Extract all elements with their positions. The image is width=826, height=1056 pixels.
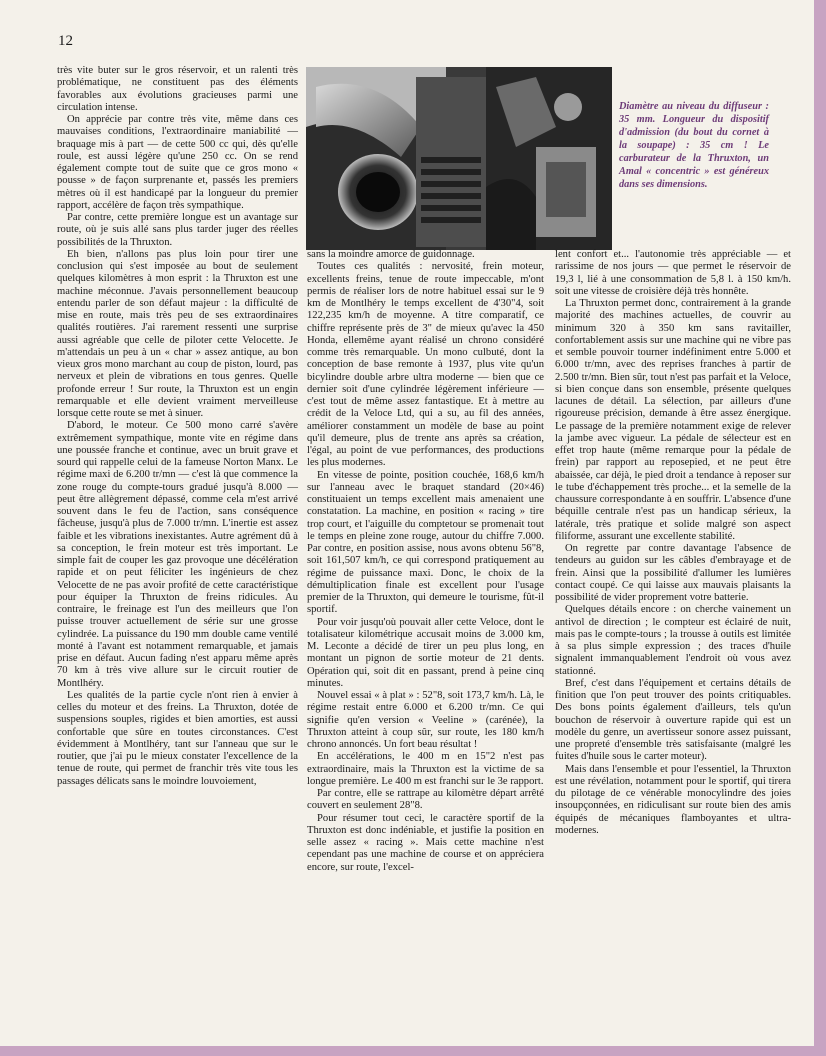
paragraph: Mais dans l'ensemble et pour l'essentiel, la Thruxton est une révélation, notamment pour le sportif, qui tirera du pilotage de ce vénérable monocylindre des joies insoupçonnées, en ridiculisant sur route bien des amis équipés de mécaniques flamboyantes et ultra-modernes. bbox=[555, 763, 791, 836]
article-column-3 bbox=[555, 249, 791, 837]
article-column-1 bbox=[57, 65, 298, 788]
paragraph: Les qualités de la partie cycle n'ont rien à envier à celles du moteur et des freins. La Thruxton, dotée de suspensions souples, rigides et bien amorties, est aussi confortable que sûre en toutes circonstances. C'est évidemment à Montlhéry, tant sur l'anneau que sur le routier, que j'ai pu le mieux constater l'excellence de la tenue de route, qui permet de franchir très vite tous les passages délicats sans le moindre louvoiement, bbox=[57, 689, 298, 787]
paragraph: Quelques détails encore : on cherche vainement un antivol de direction ; le compteur est éclairé de nuit, mais pas le compte-tours ; la trousse à outils est limitée à sa plus simple expression ; des traces d'huile signalent immanquablement l'endroit où vous avez stationné. bbox=[555, 604, 791, 677]
paragraph: Par contre, cette première longue est un avantage sur route, où je suis allé sans plus tarder juger des réelles possibilités de la Thruxton. bbox=[57, 212, 298, 248]
carburetor-photo-drawing bbox=[306, 67, 612, 250]
paragraph: En vitesse de pointe, position couchée, 168,6 km/h sur l'anneau avec le braquet standard (20×46) constituaient un temps excellent mais amenaient une constatation. La machine, en position « racing » tire trop court, et l'aiguille du comptetour se promenait tout le temps en pleine zone rouge, autour du chiffre 7.000. Par contre, en position assise, nous avons obtenu 56"8, soit 161,507 km/h, ce qui correspond pratiquement au régime de puissance maxi. Donc, le choix de la démultiplication finale est excellent pour l'usage premier de la Thruxton, qui demeure le tourisme, fût-il sportif. bbox=[307, 469, 544, 616]
article-column-2 bbox=[307, 249, 544, 874]
paragraph: Toutes ces qualités : nervosité, frein moteur, excellents freins, tenue de route impeccable, m'ont permis de réaliser lors de notre habituel essai sur le 9 km de Montlhéry le temps excellent de 4'30"4, soit 122,235 km/h de moyenne. A titre comparatif, ce chiffre représente près de 3" de mieux qu'avec la 450 Honda, ellemême ayant réalisé un chrono considéré comme très remarquable. Un mono culbuté, dont la conception de base remonte à 1937, plus vite qu'un bicylindre double arbre ultra moderne — bien que ce dernier soit d'une cylindrée légèrement inférieure — c'est tout de même assez fantastique. Et à mettre au crédit de la Veloce Ltd, qui a su, au fil des années, améliorer constamment un modèle de base au point qu'il demeure, plus de trente ans après sa création, l'égal, au point de vue performances, des productions les plus modernes. bbox=[307, 261, 544, 469]
paragraph: La Thruxton permet donc, contrairement à la grande majorité des machines actuelles, de couvrir au minimum 320 à 350 km sans ravitailler, confortablement assis sur une machine qui ne vibre pas et semble pouvoir tourner indéfiniment entre 5.000 et 6.000 tr/mn, avec des reprises franches à partir de 2.500 tr/mn. Bien sûr, tout n'est pas parfait et la Veloce, si bien conçue dans son ensemble, présente quelques lacunes de détail. La sélection, par ailleurs d'une rigoureuse précision, demande à être assez énergique. Le passage de la première notamment exige de relever la jambe avec vigueur. La pédale de sélecteur est en effet trop haute (même remarque pour la pédale de frein) par rapport au reposepied, et ne peut être abaissée, car déjà, le pied droit a tendance à reposer sur le tube d'échappement très proche... et la semelle de la chaussure correspondante à en souffrir. L'absence d'une béquille centrale n'est pas un handicap sérieux, la latérale, très pratique et solide malgré son aspect filiforme, assurant une excellente stabilité. bbox=[555, 298, 791, 542]
paragraph: Nouvel essai « à plat » : 52"8, soit 173,7 km/h. Là, le régime restait entre 6.000 et 6.200 tr/mn. Ce qui signifie qu'en version « Veeline » (carénée), la Thruxton atteint à coup sûr, sur route, les 180 km/h chrono annoncés. Un fort beau résultat ! bbox=[307, 690, 544, 750]
carburetor-photo bbox=[306, 67, 612, 250]
page-border-right bbox=[814, 0, 826, 1056]
paragraph: On regrette par contre davantage l'absence de tendeurs au guidon sur les câbles d'embrayage et de frein. Ainsi que la possibilité d'allumer les lumières contact coupé. Ce qui laisse aux mauvais plaisants la possibilité de vider proprement votre batterie. bbox=[555, 543, 791, 603]
paragraph: On apprécie par contre très vite, même dans ces mauvaises conditions, l'extraordinaire maniabilité — braquage mis à part — de cette 500 cc qui, dès qu'elle roule, est aussi légère qu'une 250 cc. On se rend également compte tout de suite que ce gros mono « pousse » de façon surprenante et, passés les premiers mètres où il est handicapé par la longueur du premier rapport, accélère de façon très sympathique. bbox=[57, 114, 298, 211]
paragraph: lent confort et... l'autonomie très appréciable — et rarissime de nos jours — que permet le réservoir de 19,3 l, lié à une consommation de 5,8 l. à 150 km/h. soit une vitesse de croisière déjà très honnête. bbox=[555, 249, 791, 297]
paragraph: Par contre, elle se rattrape au kilomètre départ arrêté couvert en seulement 28"8. bbox=[307, 788, 544, 812]
page-border-bottom bbox=[0, 1046, 826, 1056]
paragraph: Pour voir jusqu'où pouvait aller cette Veloce, dont le totalisateur kilométrique accusait moins de 3.000 km, M. Leconte a décidé de tirer un peu plus long, en montant un pignon de sortie moteur de 21 dents. Opération qui, soit dit en passant, prend à peine cinq minutes. bbox=[307, 616, 544, 689]
paragraph: D'abord, le moteur. Ce 500 mono carré s'avère extrêmement sympathique, monte vite en régime dans une poussée franche et continue, avec un bruit grave et sourd qui rappelle celui de la fameuse Norton Manx. Le régime maxi de 6.200 tr/mn — c'est là que commence la zone rouge du compte-tours gradué jusqu'à 8.000 — peut être allègrement dépassé, comme cela m'est arrivé souvent dans le feu de l'action, sans conséquence fâcheuse, jusqu'à plus de 7.000 tr/mn. L'inertie est assez faible et les vibrations inexistantes. Autre agrément dû à sa conception, le frein moteur est très important. Le simple fait de couper les gaz provoque une décélération rapide et on peut féliciter les ingénieurs de chez Velocette de ne pas avoir profité de cette caractéristique pour équiper la Thruxton de freins ridicules. Au contraire, le freinage est l'un des meilleurs que l'on puisse trouver actuellement de série sur une grosse cylindrée. La puissance du 190 mm double came ventilé monté à l'avant est notamment remarquable, et jamais prise en défaut. Aucun fading n'est apparu même après 70 km à très vive allure sur le circuit routier de Montlhéry. bbox=[57, 420, 298, 689]
paragraph: très vite buter sur le gros réservoir, et un ralenti très problématique, ne constituent pas des éléments favorables aux évolutions gracieuses parmi une circulation intense. bbox=[57, 65, 298, 113]
paragraph: Eh bien, n'allons pas plus loin pour tirer une conclusion qui s'est imposée au bout de seulement quelques kilomètres à mon esprit : la Thruxton est une machine méconnue. J'avais personnellement beaucoup entendu parler de son défaut majeur : la difficulté de mise en route, mais très peu de ses extraordinaires qualités routières. J'ai rarement ressenti une surprise aussi agréable que celle de piloter cette Velocette. Je m'attendais un peu à un « char » assez antique, au bon vieux gros mono marchant au coup de piston, lourd, pas nerveux et plein de vibrations en tous genres. Quelle profonde erreur ! Sur route, la Thruxton est un engin remarquable et elle devient vraiment merveilleuse lorsque cette route se met à sinuer. bbox=[57, 248, 298, 419]
paragraph: Bref, c'est dans l'équipement et certains détails de finition que l'on peut trouver des points critiquables. Des bons points également d'ailleurs, tels qu'un bouchon de réservoir à ouverture rapide qui est un modèle du genre, un avertisseur sonore assez puissant, une propreté d'ensemble très satisfaisante (malgré les fuites d'huile sous le carter moteur). bbox=[555, 677, 791, 763]
paragraph: sans la moindre amorce de guidonnage. bbox=[307, 249, 475, 260]
paragraph: Pour résumer tout ceci, le caractère sportif de la Thruxton est donc indéniable, et justifie la position en selle assez « racing ». Mais cette machine n'est cependant pas une machine de course et on appréciera encore, sur route, l'excel- bbox=[307, 812, 544, 873]
page-number: 12 bbox=[58, 33, 73, 49]
photo-caption: Diamètre au niveau du diffuseur : 35 mm. Longueur du dispositif d'admission (du bout du cornet à la soupape) : 35 cm ! Le carburateur de la Thruxton, un Amal « concentric » est généreux dans ses dimensions. bbox=[619, 101, 769, 190]
paragraph: En accélérations, le 400 m en 15"2 n'est pas extraordinaire, mais la Thruxton est la victime de sa longue première. Le 400 m est franchi sur le 3e rapport. bbox=[307, 751, 544, 787]
